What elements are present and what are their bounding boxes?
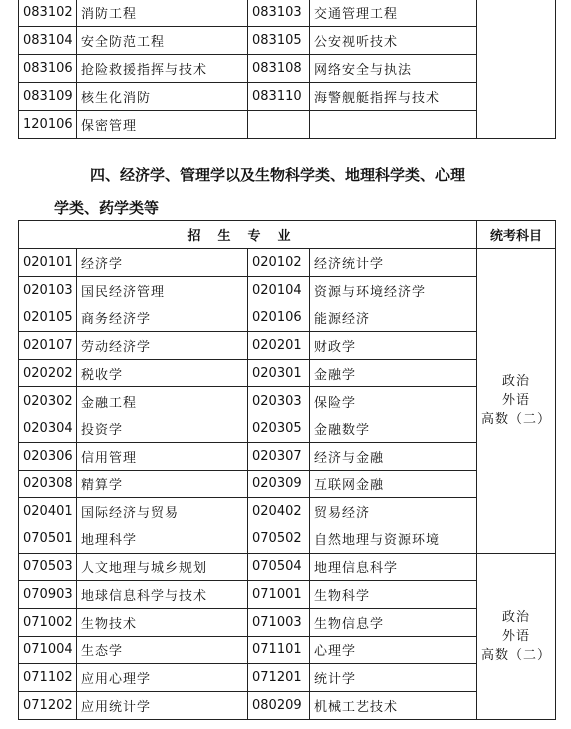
major-code: 020106 (248, 304, 310, 332)
major-code: 120106 (19, 111, 77, 139)
major-code: 020309 (248, 470, 310, 498)
major-code: 020305 (248, 415, 310, 443)
major-code: 020401 (19, 498, 77, 526)
major-code: 020303 (248, 387, 310, 415)
table-row (19, 111, 556, 139)
major-name: 劳动经济学 (77, 332, 248, 360)
major-name: 生物信息学 (310, 608, 477, 636)
major-code: 083103 (248, 0, 310, 27)
major-code: 083102 (19, 0, 77, 27)
major-name: 自然地理与资源环境 (310, 525, 477, 553)
major-name: 生态学 (77, 636, 248, 664)
major-name: 核生化消防 (77, 83, 248, 111)
table-row (19, 608, 556, 636)
major-name: 互联网金融 (310, 470, 477, 498)
major-code: 020104 (248, 276, 310, 304)
section-heading-line-2: 学类、药学类等 (54, 199, 160, 217)
table-row (19, 525, 556, 553)
major-name: 应用统计学 (77, 692, 248, 720)
major-name: 消防工程 (77, 0, 248, 27)
major-name: 金融学 (310, 359, 477, 387)
subject-name: 高数（二） (481, 647, 552, 663)
table-row (19, 415, 556, 443)
major-name: 金融工程 (77, 387, 248, 415)
major-code: 083108 (248, 55, 310, 83)
major-code: 071002 (19, 608, 77, 636)
major-code: 083104 (19, 27, 77, 55)
table-row (19, 387, 556, 415)
major-name: 保险学 (310, 387, 477, 415)
major-name (310, 111, 477, 139)
major-name: 经济与金融 (310, 442, 477, 470)
major-code: 080209 (248, 692, 310, 720)
table-row (19, 276, 556, 304)
major-name: 经济学 (77, 249, 248, 277)
header-major: 招生专业 (19, 221, 477, 249)
major-code: 070503 (19, 553, 77, 581)
header-subject: 统考科目 (477, 221, 556, 249)
major-name: 地理科学 (77, 525, 248, 553)
table-row (19, 249, 556, 277)
major-name: 贸易经济 (310, 498, 477, 526)
major-code: 020302 (19, 387, 77, 415)
major-name: 心理学 (310, 636, 477, 664)
major-name: 生物科学 (310, 581, 477, 609)
table-row (19, 442, 556, 470)
major-code: 083106 (19, 55, 77, 83)
major-code: 083110 (248, 83, 310, 111)
major-name: 信用管理 (77, 442, 248, 470)
subject-name: 政治 (502, 609, 531, 625)
major-code: 070502 (248, 525, 310, 553)
major-name: 统计学 (310, 664, 477, 692)
subject-name: 外语 (502, 393, 531, 409)
major-code: 020201 (248, 332, 310, 360)
major-name: 保密管理 (77, 111, 248, 139)
major-code: 071102 (19, 664, 77, 692)
major-name: 抢险救援指挥与技术 (77, 55, 248, 83)
major-code: 071003 (248, 608, 310, 636)
major-code: 020304 (19, 415, 77, 443)
table-row (19, 553, 556, 581)
major-name: 生物技术 (77, 608, 248, 636)
major-name: 商务经济学 (77, 304, 248, 332)
table-row (19, 332, 556, 360)
major-name: 应用心理学 (77, 664, 248, 692)
major-code: 020301 (248, 359, 310, 387)
major-code: 020107 (19, 332, 77, 360)
main-major-table (18, 220, 556, 720)
top-major-table (18, 0, 556, 139)
subject-cell (477, 249, 556, 554)
major-name: 国民经济管理 (77, 276, 248, 304)
major-name: 经济统计学 (310, 249, 477, 277)
major-name: 国际经济与贸易 (77, 498, 248, 526)
major-code: 020306 (19, 442, 77, 470)
major-name: 资源与环境经济学 (310, 276, 477, 304)
major-code: 070504 (248, 553, 310, 581)
major-name: 公安视听技术 (310, 27, 477, 55)
table-row (19, 304, 556, 332)
major-name: 精算学 (77, 470, 248, 498)
major-code: 020308 (19, 470, 77, 498)
major-code: 020202 (19, 359, 77, 387)
major-code: 020102 (248, 249, 310, 277)
major-name: 交通管理工程 (310, 0, 477, 27)
major-code: 071202 (19, 692, 77, 720)
major-name: 金融数学 (310, 415, 477, 443)
major-code: 071201 (248, 664, 310, 692)
table-row (19, 664, 556, 692)
table-row (19, 55, 556, 83)
major-name: 地球信息科学与技术 (77, 581, 248, 609)
major-name: 地理信息科学 (310, 553, 477, 581)
table-row (19, 359, 556, 387)
major-name: 机械工艺技术 (310, 692, 477, 720)
major-code: 070501 (19, 525, 77, 553)
subject-cell (477, 0, 556, 139)
major-name: 能源经济 (310, 304, 477, 332)
major-name: 海警舰艇指挥与技术 (310, 83, 477, 111)
major-name: 税收学 (77, 359, 248, 387)
table-row (19, 0, 556, 27)
subject-name: 高数（二） (481, 412, 552, 428)
major-code: 020101 (19, 249, 77, 277)
major-code: 020402 (248, 498, 310, 526)
subject-cell (477, 553, 556, 719)
table-row (19, 83, 556, 111)
major-code: 071001 (248, 581, 310, 609)
major-code: 070903 (19, 581, 77, 609)
section-heading-line-1: 四、经济学、管理学以及生物科学类、地理科学类、心理 (90, 166, 466, 184)
major-code: 083109 (19, 83, 77, 111)
major-name: 人文地理与城乡规划 (77, 553, 248, 581)
major-code: 020105 (19, 304, 77, 332)
table-header-row (19, 221, 556, 249)
major-code: 083105 (248, 27, 310, 55)
major-name: 投资学 (77, 415, 248, 443)
major-code: 020307 (248, 442, 310, 470)
subject-name: 外语 (502, 628, 531, 644)
major-name: 网络安全与执法 (310, 55, 477, 83)
major-code: 020103 (19, 276, 77, 304)
table-row (19, 27, 556, 55)
subject-name: 政治 (502, 374, 531, 390)
table-row (19, 581, 556, 609)
major-code (248, 111, 310, 139)
table-row (19, 692, 556, 720)
table-row (19, 498, 556, 526)
major-code: 071004 (19, 636, 77, 664)
major-name: 财政学 (310, 332, 477, 360)
major-name: 安全防范工程 (77, 27, 248, 55)
table-row (19, 636, 556, 664)
table-row (19, 470, 556, 498)
major-code: 071101 (248, 636, 310, 664)
